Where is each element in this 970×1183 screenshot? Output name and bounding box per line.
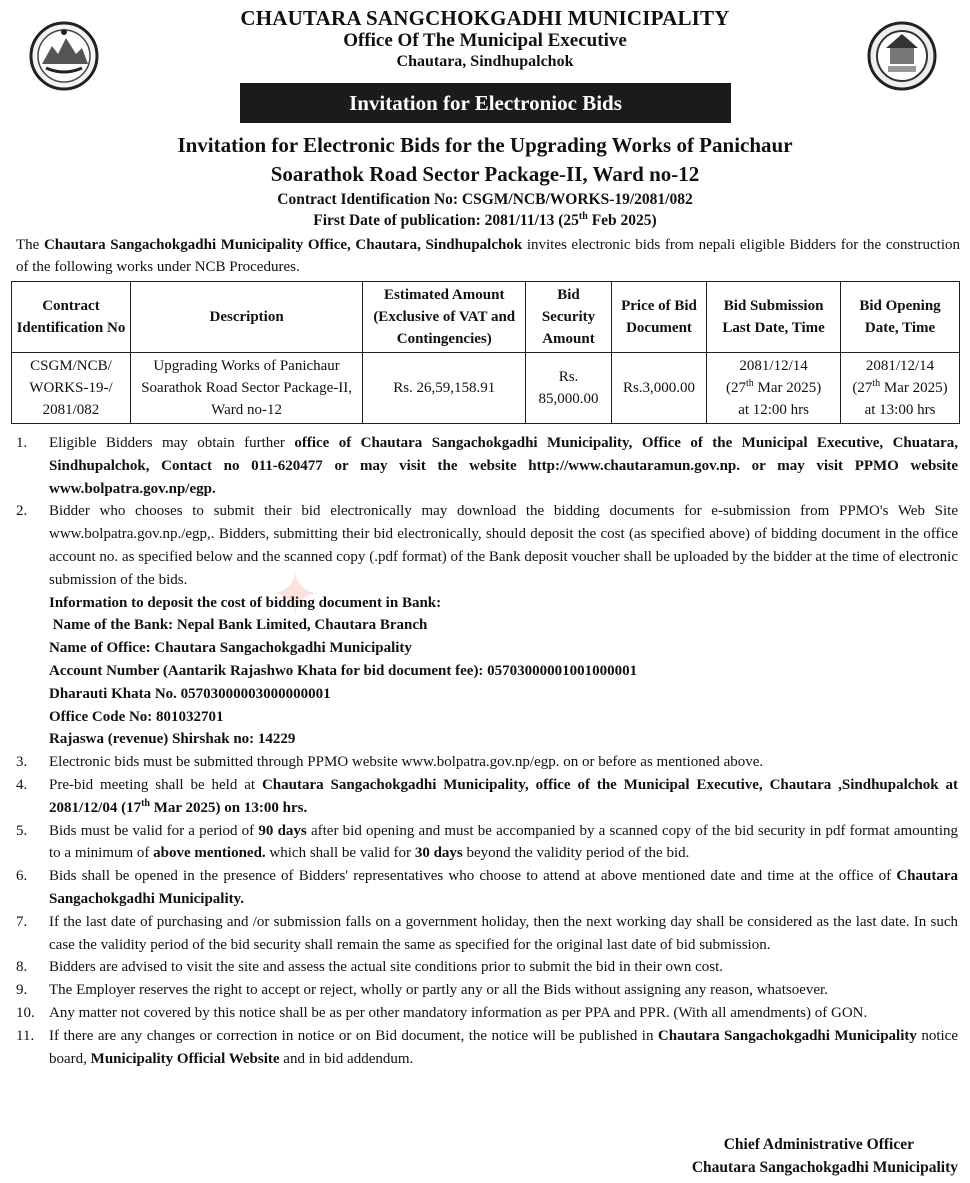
list-item: 3. Electronic bids must be submitted through PPMO website www.bolpatra.gov.np/egp. on or before as mentioned above.	[16, 754, 764, 771]
signature-block	[692, 1133, 958, 1179]
notice-banner: Invitation for Electronioc Bids	[240, 83, 731, 123]
list-item: 7. If the last date of purchasing and /or submission falls on a government holiday, then the next working day shall be considered as the last date. In such case the validity period of the bid security shall remain the same as specified for the original last date of bid submission.	[16, 913, 958, 953]
list-item: 9. The Employer reserves the right to accept or reject, wholly or partly any or all the Bids without assigning any reason, whatsoever.	[16, 982, 828, 999]
publication-date: First Date of publication: 2081/11/13 (25th Feb 2025)	[313, 210, 657, 229]
list-item: 2. Bidder who chooses to submit their bid electronically may download the bidding documents for e-submission from PPMO's Web Site www.bolpatra.gov.np./egp,. Bidders, submitting their bid electronically, should deposit the cost (as specified above) of bidding document in the office account no. as specified below and the scanned copy (.pdf format) of the Bank deposit voucher shall be uploaded by the bidder at the time of electronic submission of the bids.	[16, 503, 958, 588]
contract-id-line: Contract Identification No: CSGM/NCB/WORKS-19/2081/082	[277, 191, 693, 208]
list-item: 4. Pre-bid meeting shall be held at Chautara Sangachokgadhi Municipality, office of the Municipal Executive, Chautara ,Sindhupalchok at 2081/12/04 (17th Mar 2025) on 13:00 hrs.	[16, 776, 958, 816]
table-row	[12, 353, 960, 424]
list-item: 10. Any matter not covered by this notice shall be as per other mandatory information as per PPA and PPR. (With all amendments) of GON.	[16, 1004, 868, 1021]
col-submission: Bid Submission Last Date, Time	[707, 282, 841, 353]
col-contract-id: Contract Identification No	[12, 282, 131, 353]
cell-description: Upgrading Works of Panichaur Soarathok Road Sector Package-II, Ward no-12	[130, 353, 362, 424]
cell-submission: 2081/12/14 (27th Mar 2025) at 12:00 hrs	[707, 353, 841, 424]
cell-price: Rs.3,000.00	[611, 353, 706, 424]
col-security: Bid Security Amount	[526, 282, 612, 353]
col-estimated: Estimated Amount (Exclusive of VAT and Contingencies)	[363, 282, 526, 353]
watermark: ✦	[270, 560, 321, 630]
cell-opening: 2081/12/14 (27th Mar 2025) at 13:00 hrs	[841, 353, 960, 424]
office-name: Office Of The Municipal Executive	[343, 30, 627, 51]
signatory-title: Chief Administrative Officer	[723, 1136, 914, 1153]
col-description: Description	[130, 282, 362, 353]
list-item: 5. Bids must be valid for a period of 90 days after bid opening and must be accompanied by a scanned copy of the bid security in pdf format amounting to a minimum of above mentioned. which shall be valid for 30 days beyond the validity period of the bid.	[16, 822, 959, 862]
title-line-1: Invitation for Electronic Bids for the Upgrading Works of Panichaur	[177, 133, 793, 157]
letterhead	[0, 0, 970, 72]
col-price: Price of Bid Document	[611, 282, 706, 353]
list-item: 8. Bidders are advised to visit the site and assess the actual site conditions prior to submit the bid in their own cost.	[16, 959, 724, 976]
cell-contract-id: CSGM/NCB/ WORKS-19-/ 2081/082	[12, 353, 131, 424]
bid-table	[11, 281, 960, 424]
cell-security: Rs. 85,000.00	[526, 353, 612, 424]
cell-estimated: Rs. 26,59,158.91	[363, 353, 526, 424]
list-item: 1. Eligible Bidders may obtain further office of Chautara Sangachokgadhi Municipality, Office of the Municipal Executive, Chuatara, Sindhupalchok, Contact no 011-620477 or may visit the website http://www.chautaramun.gov.np. or may visit PPMO website www.bolpatra.gov.np/egp.	[16, 435, 958, 497]
bank-info: Information to deposit the cost of bidding document in Bank: Name of the Bank: Nepal Bank Limited, Chautara Branch Name of Office: Chautara Sangachokgadhi Municipality Account Number (Aantarik Rajashwo Khata for bid document fee): 05703000001001000001 Dharauti Khata No. 05703000003000000001 Office Code No: 801032701 Rajaswa (revenue) Shirshak no: 14229	[49, 594, 638, 748]
table-header-row	[12, 282, 960, 353]
org-name: CHAUTARA SANGCHOKGADHI MUNICIPALITY	[240, 6, 730, 30]
list-item: 6. Bids shall be opened in the presence of Bidders' representatives who choose to attend at above mentioned date and time at the office of Chautara Sangachokgadhi Municipality.	[16, 868, 958, 907]
intro-paragraph: The Chautara Sangachokgadhi Municipality Office, Chautara, Sindhupalchok invites electronic bids from nepali eligible Bidders for the construction of the following works under NCB Procedures.	[16, 237, 960, 275]
office-location: Chautara, Sindhupalchok	[396, 53, 574, 70]
list-item: 11. If there are any changes or correction in notice or on Bid document, the notice will be published in Chautara Sangachokgadhi Municipality notice board, Municipality Official Website and in bid addendum.	[16, 1027, 958, 1067]
signatory-org: Chautara Sangachokgadhi Municipality	[691, 1159, 958, 1176]
notice-items	[16, 432, 958, 1070]
notice-title	[0, 131, 970, 231]
col-opening: Bid Opening Date, Time	[841, 282, 960, 353]
title-line-2: Soarathok Road Sector Package-II, Ward no-12	[270, 162, 700, 186]
